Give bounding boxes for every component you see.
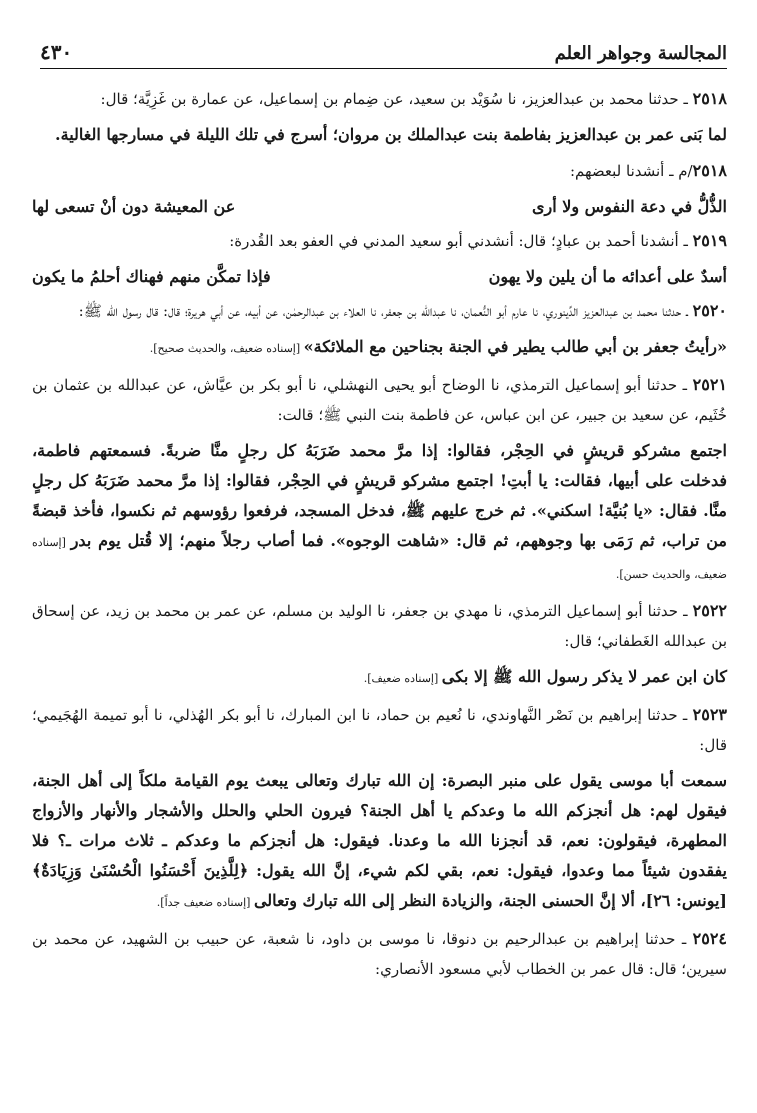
matn-text: «رأيتُ جعفر بن أبي طالب يطير في الجنة بجناحين مع الملائكة» <box>303 337 727 356</box>
isnad-text: ـ أنشدنا أحمد بن عبادٍ؛ قال: أنشدني أبو سعيد المدني في العفو بعد القُدرة: <box>229 232 693 250</box>
page-body <box>32 84 727 990</box>
hadith-number: ٢٥١٨ <box>692 89 727 108</box>
hadith-2522 <box>32 596 727 656</box>
hadith-number: ٢٥٢٣ <box>692 705 727 724</box>
poetry-verse <box>32 192 727 222</box>
hadith-2524 <box>32 924 727 984</box>
isnad-text: ـ حدثنا أبو إسماعيل الترمذي، نا مهدي بن جعفر، نا الوليد بن مسلم، عن عمر بن محمد بن زيد، عن إسحاق بن عبدالله الغَطفاني؛ قال: <box>32 602 727 650</box>
grading-note: [إسناده ضعيف، والحديث صحيح]. <box>149 342 304 355</box>
isnad-text: ـ حدثنا إبراهيم بن نَصْر النَّهاوندي، نا نُعيم بن حماد، نا ابن المبارك، نا أبو بكر الهُذلي، نا أبو تميمة الهُجَيمي؛ قال: <box>32 706 727 754</box>
hadith-2518m <box>32 156 727 186</box>
narration-text <box>32 662 727 694</box>
hadith-2519 <box>32 226 727 256</box>
isnad-text: ـ حدثنا محمد بن عبدالعزيز الدِّينوري، نا عارم أبو النُّعمان، نا عبدالله بن جعفر، نا العلاء بن عبدالرحمٰن، عن أبيه، عن أبي هريرة؛ قال: قال رسول الله ﷺ: <box>78 302 693 320</box>
page-header <box>40 30 727 69</box>
hadith-2523 <box>32 700 727 760</box>
hadith-2521 <box>32 370 727 430</box>
hadith-number: ٢٥١٩ <box>692 231 727 250</box>
narration-text <box>32 766 727 918</box>
isnad-text: ـ حدثنا إبراهيم بن عبدالرحيم بن دنوقا، نا موسى بن داود، نا شعبة، عن حبيب بن الشهيد، عن محمد بن سيرين؛ قال: قال عمر بن الخطاب لأبي مسعود الأنصاري: <box>32 930 727 978</box>
book-title: المجالسة وجواهر العلم <box>554 43 727 64</box>
page-number: ٤٣٠ <box>40 40 73 64</box>
hadith-number: ٢٥٢٤ <box>692 929 727 948</box>
hadith-number: ٢٥٢٠ <box>692 301 727 320</box>
hadith-number: ٢٥١٨ <box>692 161 727 180</box>
narration-text <box>32 436 727 590</box>
hadith-number: ٢٥٢١ <box>692 375 727 394</box>
narration-text <box>32 332 727 364</box>
verse-second-hemistich: عن المعيشة دون أنْ تسعى لها <box>32 197 236 216</box>
hadith-2518 <box>32 84 727 114</box>
poetry-verse <box>32 262 727 292</box>
verse-first-hemistich: الذُّلُّ في دعة النفوس ولا أرى <box>531 197 727 216</box>
narration-text: لما بَنى عمر بن عبدالعزيز بفاطمة بنت عبدالملك بن مروان؛ أسرج في تلك الليلة في مسارجها الغالية. <box>55 125 727 144</box>
matn-text: سمعت أبا موسى يقول على منبر البصرة: إن الله تبارك وتعالى يبعث يوم القيامة ملكاً إلى أهل الجنة، فيقول لهم: هل أنجزكم الله ما وعدكم يا أهل الجنة؟ فيرون الحلي والحلل والأشجار والأنهار والأزواج المطهرة، فيقولون: نعم، قد أنجزنا الله ما وعدنا. فيقول: هل أنجزكم ما وعدكم ـ ثلاث مرات ـ؟ فلا يفقدون شيئاً مما وعدوا، فيقول: نعم، بقي لكم شيء، إنَّ الله يقول: ﴿لِلَّذِينَ أَحْسَنُوا الْحُسْنَىٰ وَزِيَادَةٌ﴾ [يونس: ٢٦]، ألا إنَّ الحسنى الجنة، والزيادة النظر إلى الله تبارك وتعالى <box>32 771 727 910</box>
intro-text: /م ـ أنشدنا لبعضهم: <box>569 162 693 180</box>
verse-first-hemistich: أسدٌ على أعدائه ما أن يلين ولا يهون <box>488 267 727 286</box>
matn-text: كان ابن عمر لا يذكر رسول الله ﷺ إلا بكى <box>441 667 727 686</box>
grading-note: [إسناده ضعيف، والحديث حسن]. <box>32 536 727 581</box>
matn-text: اجتمع مشركو قريشٍ في الحِجْر، فقالوا: إذا مرَّ محمد ضَرَبَهُ كل رجلٍ منَّا ضربةً. فسمعتهم فاطمة، فدخلت على أبيها، فقالت: يا أبتِ! اجتمع مشركو قريشٍ في الحِجْر، فقالوا: إذا مرَّ محمد ضَرَبَهُ كل رجلٍ منَّا. فقال: «يا بُنيَّة! اسكني». ثم خرج عليهم ﷺ، فدخل المسجد، فرفعوا رؤوسهم ثم نكسوا، فأخذ قبضةً من تراب، ثم رَمَى بها وجوههم، ثم قال: «شاهت الوجوه». فما أصاب رجلاً منهم؛ إلا قُتل يوم بدر <box>32 441 727 550</box>
grading-note: [إسناده ضعيف]. <box>363 672 442 685</box>
verse-second-hemistich: فإذا تمكَّن منهم فهناك أحلمُ ما يكون <box>32 267 271 286</box>
hadith-number: ٢٥٢٢ <box>692 601 727 620</box>
grading-note: [إسناده ضعيف جداً]. <box>156 896 254 909</box>
isnad-text: ـ حدثنا محمد بن عبدالعزيز، نا سُوَيْد بن سعيد، عن ضِمام بن إسماعيل، عن عمارة بن غَزِيَّة؛ قال: <box>100 90 693 108</box>
isnad-text: ـ حدثنا أبو إسماعيل الترمذي، نا الوضاح أبو يحيى النهشلي، نا أبو بكر بن عيَّاش، عن عبدالله بن عثمان بن خُثَيم، عن سعيد بن جبير، عن ابن عباس، عن فاطمة بنت النبي ﷺ؛ قالت: <box>32 376 727 424</box>
hadith-2520 <box>32 296 727 326</box>
